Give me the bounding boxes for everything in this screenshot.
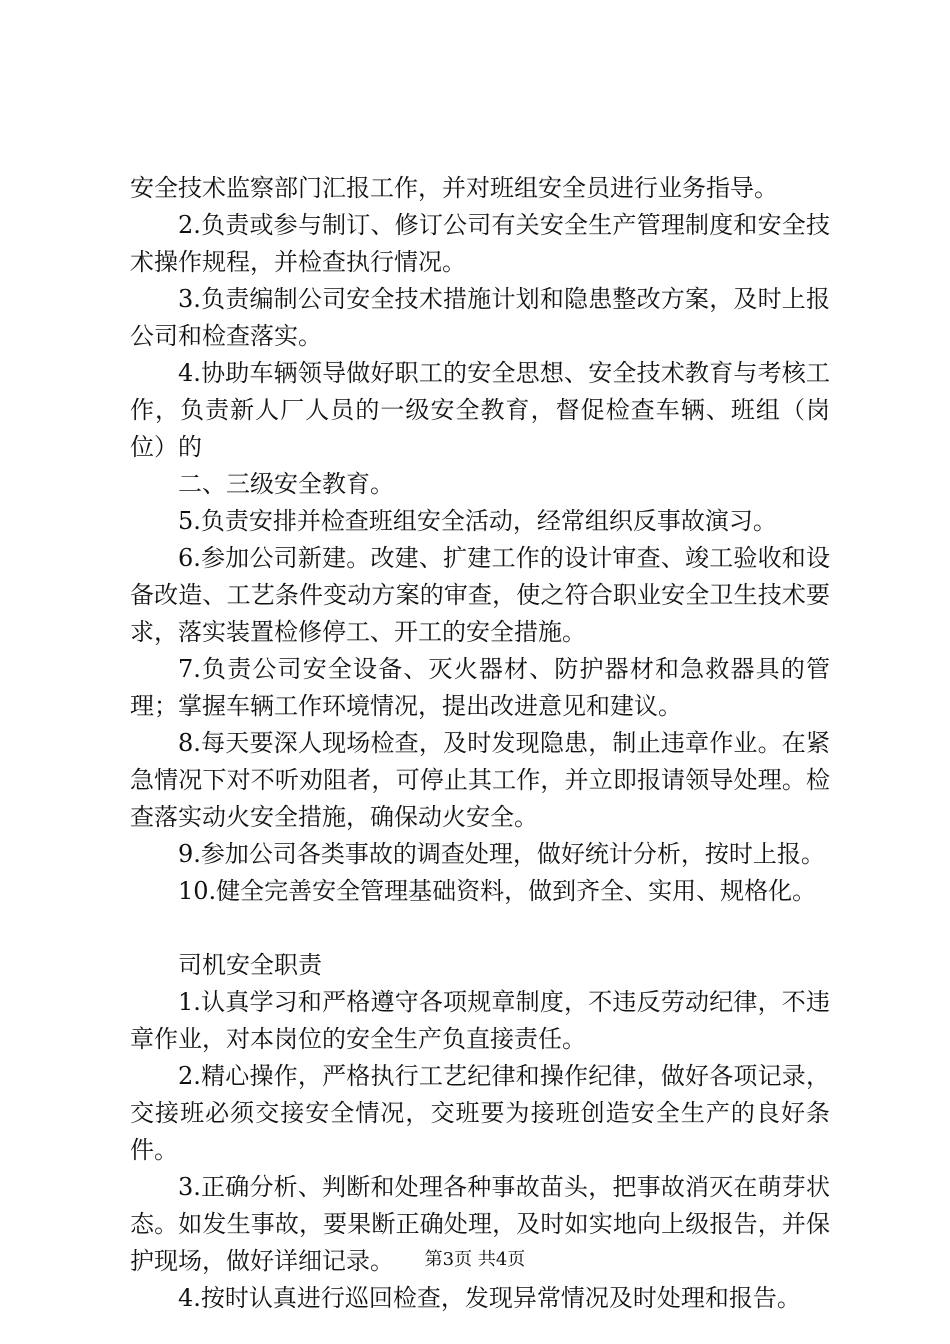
- paragraph-item-6: 6.参加公司新建。改建、扩建工作的设计审查、竣工验收和设备改造、工艺条件变动方案的审查，使之符合职业安全卫生技术要求，落实装置检修停工、开工的安全措施。: [130, 544, 830, 646]
- paragraph-item-7: 7.负责公司安全设备、灭火器材、防护器材和急救器具的管理；掌握车辆工作环境情况，提出改进意见和建议。: [130, 655, 830, 720]
- paragraph-item-5: 5.负责安排并检查班组安全活动，经常组织反事故演习。: [178, 507, 777, 535]
- driver-duty-2: 2.精心操作，严格执行工艺纪律和操作纪律，做好各项记录，交接班必须交接安全情况，交班要为接班创造安全生产的良好条件。: [130, 1062, 830, 1164]
- driver-duty-4: 4.按时认真进行巡回检查，发现异常情况及时处理和报告。: [178, 1284, 801, 1312]
- paragraph-item-4: 4.协助车辆领导做好职工的安全思想、安全技术教育与考核工作，负责新人厂人员的一级安全教育，督促检查车辆、班组（岗位）的: [130, 359, 830, 461]
- paragraph-item-4-continued: 二、三级安全教育。: [178, 470, 394, 498]
- driver-duty-3: 3.正确分析、判断和处理各种事故苗头，把事故消灭在萌芽状态。如发生事故，要果断正确处理，及时如实地向上级报告，并保护现场，做好详细记录。: [130, 1173, 830, 1275]
- section-title: 司机安全职责: [178, 951, 322, 979]
- paragraph-item-10: 10.健全完善安全管理基础资料，做到齐全、实用、规格化。: [178, 877, 817, 905]
- page-number-footer: 第3页 共4页: [424, 1249, 526, 1270]
- paragraph-item-3: 3.负责编制公司安全技术措施计划和隐患整改方案，及时上报公司和检查落实。: [130, 285, 830, 350]
- section-gap: [130, 910, 830, 947]
- document-body: [130, 170, 830, 1317]
- paragraph-item-2: 2.负责或参与制订、修订公司有关安全生产管理制度和安全技术操作规程，并检查执行情况。: [130, 211, 830, 276]
- driver-duty-1: 1.认真学习和严格遵守各项规章制度，不违反劳动纪律，不违章作业，对本岗位的安全生产负直接责任。: [130, 988, 830, 1053]
- paragraph-item-9: 9.参加公司各类事故的调查处理，做好统计分析，按时上报。: [178, 840, 825, 868]
- paragraph-continuation: 安全技术监察部门汇报工作，并对班组安全员进行业务指导。: [130, 174, 778, 202]
- paragraph-item-8: 8.每天要深人现场检查，及时发现隐患，制止违章作业。在紧急情况下对不听劝阻者，可停止其工作，并立即报请领导处理。检查落实动火安全措施，确保动火安全。: [130, 729, 830, 831]
